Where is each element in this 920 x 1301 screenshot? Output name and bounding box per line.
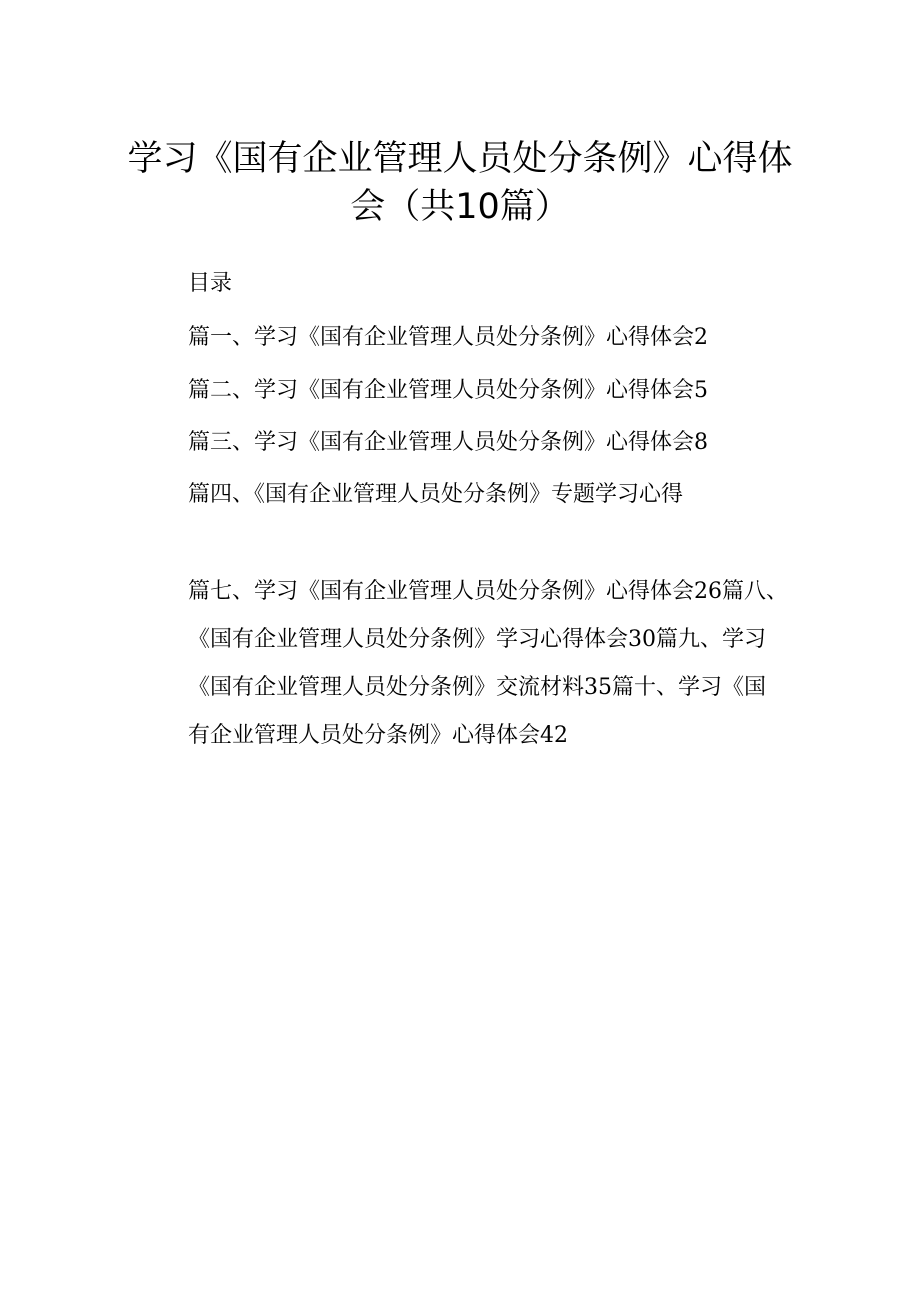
toc-paragraph xyxy=(188,568,808,760)
title-line-1: 学习《国有企业管理人员处分条例》心得体 xyxy=(127,139,793,179)
title-line-2: 会（共10篇） xyxy=(350,187,570,227)
paragraph-line-2: 《国有企业管理人员处分条例》学习心得体会30篇九、学习 xyxy=(188,627,766,652)
toc-item-2[interactable]: 篇二、学习《国有企业管理人员处分条例》心得体会5 xyxy=(188,378,708,403)
paragraph-line-4: 有企业管理人员处分条例》心得体会42 xyxy=(188,723,568,748)
paragraph-line-1: 篇七、学习《国有企业管理人员处分条例》心得体会26篇八、 xyxy=(188,579,788,604)
paragraph-line-3: 《国有企业管理人员处分条例》交流材料35篇十、学习《国 xyxy=(188,675,766,700)
toc-item-1[interactable]: 篇一、学习《国有企业管理人员处分条例》心得体会2 xyxy=(188,325,708,350)
toc-item-3[interactable]: 篇三、学习《国有企业管理人员处分条例》心得体会8 xyxy=(188,430,708,455)
document-title xyxy=(100,135,820,231)
toc-label: 目录 xyxy=(188,271,233,296)
toc-item-4[interactable]: 篇四、《国有企业管理人员处分条例》专题学习心得 xyxy=(188,482,684,507)
